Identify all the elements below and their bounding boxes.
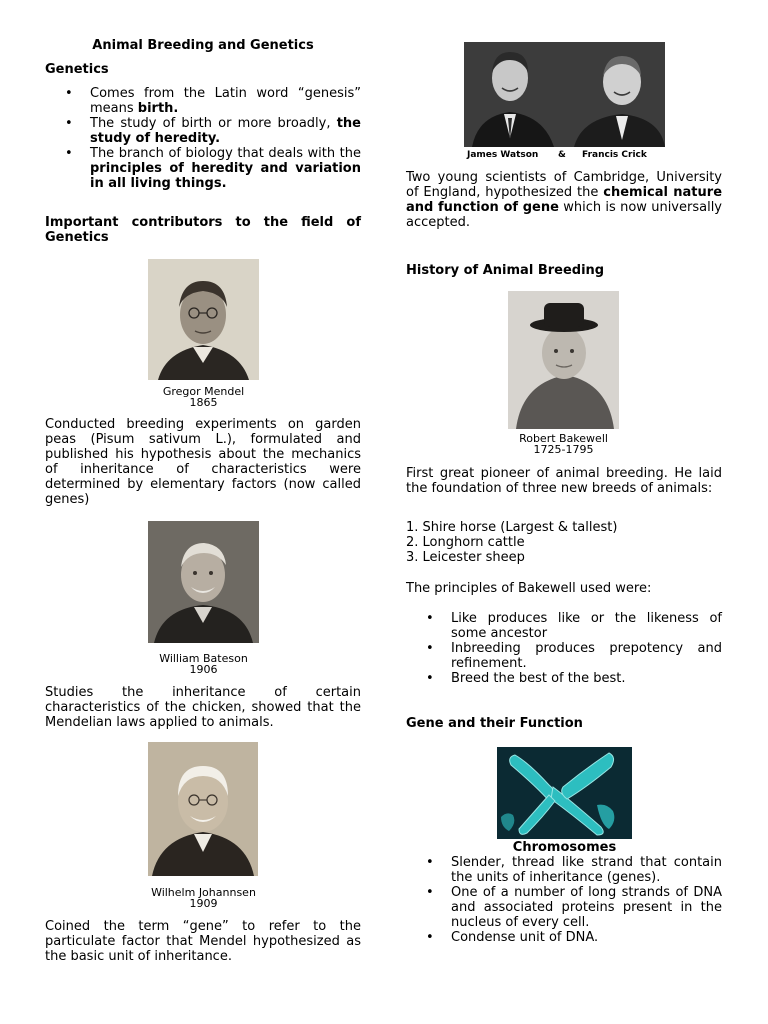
bakewell-caption <box>488 433 639 455</box>
genetics-heading: Genetics <box>45 62 109 77</box>
crick-caption: Francis Crick <box>582 150 647 160</box>
bakewell-portrait <box>508 291 619 429</box>
list-item: • Condense unit of DNA. <box>406 930 722 945</box>
principles-intro: The principles of Bakewell used were: <box>406 581 652 596</box>
bateson-caption <box>128 653 279 675</box>
page-title: Animal Breeding and Genetics <box>92 38 314 53</box>
list-item: • Like produces like or the likeness of some ancestor <box>406 611 722 641</box>
history-heading: History of Animal Breeding <box>406 263 605 278</box>
ampersand-caption: & <box>558 150 566 160</box>
list-item: • Slender, thread like strand that contain the units of inheritance (genes). <box>406 855 722 885</box>
chromosome-image <box>497 747 632 839</box>
watson-crick-description: Two young scientists of Cambridge, University of England, hypothesized the chemical nature and function of gene which is now universally accepted. <box>406 170 723 230</box>
list-item: • The branch of biology that deals with the principles of heredity and variation in all living things. <box>45 146 361 191</box>
bakewell-description: First great pioneer of animal breeding. He laid the foundation of three new breeds of animals: <box>406 466 722 496</box>
person-name: William Bateson <box>159 652 248 665</box>
gene-heading: Gene and their Function <box>406 716 583 731</box>
mendel-description: Conducted breeding experiments on garden peas (Pisum sativum L.), formulated and published his hypothesis about the mechanics of inheritance of characteristics were determined by elementary factors (now called genes) <box>45 417 361 507</box>
chromosome-caption: Chromosomes <box>512 840 617 855</box>
watson-crick-photo <box>464 42 665 147</box>
list-item: • Breed the best of the best. <box>406 671 722 686</box>
gene-bullets <box>406 855 722 945</box>
list-item: • One of a number of long strands of DNA and associated proteins present in the nucleus of every cell. <box>406 885 722 930</box>
mendel-caption <box>128 386 279 408</box>
person-year: 1909 <box>189 897 218 910</box>
johannsen-description: Coined the term “gene” to refer to the particulate factor that Mendel hypothesized as the basic unit of inheritance. <box>45 919 361 964</box>
list-item: • The study of birth or more broadly, the study of heredity. <box>45 116 361 146</box>
johannsen-portrait <box>148 742 258 876</box>
bateson-description: Studies the inheritance of certain characteristics of the chicken, showed that the Mendelian laws applied to animals. <box>45 685 361 730</box>
bateson-portrait <box>148 521 259 643</box>
person-year: 1906 <box>189 663 218 676</box>
johannsen-caption <box>128 887 279 909</box>
list-item: • Inbreeding produces prepotency and refinement. <box>406 641 722 671</box>
breeds-list <box>406 520 722 565</box>
watson-caption: James Watson <box>467 150 539 160</box>
person-name: Gregor Mendel <box>162 385 245 398</box>
person-name: Wilhelm Johannsen <box>151 886 256 899</box>
genetics-bullets <box>45 86 361 191</box>
person-name: Robert Bakewell <box>519 432 608 445</box>
contributors-heading: Important contributors to the field of Genetics <box>45 215 361 245</box>
person-year: 1865 <box>189 396 218 409</box>
principles-list <box>406 611 722 686</box>
list-item: 1. Shire horse (Largest & tallest) <box>406 520 618 535</box>
mendel-portrait <box>148 259 259 380</box>
person-year: 1725-1795 <box>533 443 594 456</box>
list-item: 3. Leicester sheep <box>406 550 525 565</box>
list-item: 2. Longhorn cattle <box>406 535 525 550</box>
list-item: • Comes from the Latin word “genesis” means birth. <box>45 86 361 116</box>
